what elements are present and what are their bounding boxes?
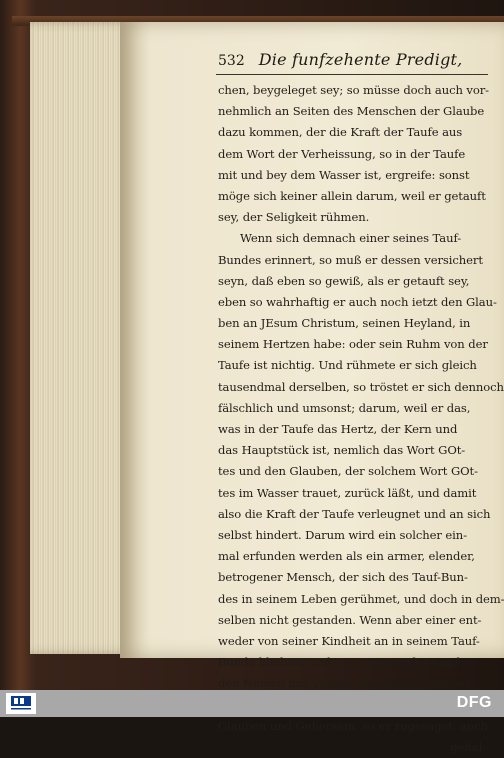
text-line: also die Kraft der Taufe verleugnet und an sich: [218, 506, 491, 521]
slub-logo-icon[interactable]: [6, 693, 36, 714]
text-line: Wenn sich demnach einer seines Tauf-: [240, 231, 462, 246]
running-title: Die funfzehente Predigt,: [258, 50, 463, 69]
text-line: Bundes erinnert, so muß er dessen versichert: [218, 252, 483, 267]
viewer-footer-bar: [0, 690, 504, 717]
text-line: tes und den Glauben, der solchem Wort GOt-: [218, 464, 478, 479]
text-line: eben so wahrhaftig er auch noch ietzt den Glau-: [218, 294, 497, 309]
dfg-logo[interactable]: DFG: [456, 694, 492, 711]
page-header: [218, 50, 488, 72]
text-line: seyn, daß eben so gewiß, als er getauft sey,: [218, 273, 470, 288]
text-line: Taufe ist nichtig. Und rühmete er sich gleich: [218, 358, 477, 373]
text-line: mit und bey dem Wasser ist, ergreife: sonst: [218, 167, 470, 182]
text-line: sey, der Seligkeit rühmen.: [218, 210, 370, 225]
text-line: ben an JEsum Christum, seinen Heyland, in: [218, 316, 471, 331]
text-line: selbst hindert. Darum wird ein solcher ein-: [218, 527, 467, 542]
text-line: Glauben und Gehorsam, so er zugesaget, auch: [218, 718, 488, 733]
text-line: möge sich keiner allein darum, weil er getauft: [218, 188, 486, 203]
body-text: [218, 80, 504, 758]
text-line: Bunde blieben, und, wie er getauft ist auf: [218, 655, 459, 670]
text-line: tes im Wasser trauet, zurück läßt, und damit: [218, 485, 477, 500]
text-line: des in seinem Leben gerühmet, und doch in dem-: [218, 591, 504, 606]
text-line: selben nicht gestanden. Wenn aber einer ent-: [218, 612, 482, 627]
text-line: gehal-: [450, 739, 486, 754]
text-line: betrogener Mensch, der sich des Tauf-Bun-: [218, 570, 468, 585]
page-number: 532: [218, 53, 245, 69]
header-rule: [216, 74, 488, 75]
text-line: chen, beygeleget sey; so müsse doch auch vor-: [218, 83, 490, 97]
text-line: dem Wort der Verheissung, so in der Taufe: [218, 146, 466, 161]
text-line: dazu kommen, der die Kraft der Taufe aus: [218, 125, 463, 140]
text-line: den Namen des Vaters, des Sohnes und des: [218, 676, 471, 691]
text-line: tausendmal derselben, so tröstet er sich dennoch: [218, 379, 504, 394]
text-line: was in der Taufe das Hertz, der Kern und: [218, 422, 458, 436]
text-line: fälschlich und umsonst; darum, weil er das,: [218, 400, 471, 415]
text-line: mal erfunden werden als ein armer, elender,: [218, 549, 475, 564]
text-line: das Hauptstück ist, nemlich das Wort GOt-: [218, 443, 466, 458]
text-line: weder von seiner Kindheit an in seinem Tauf-: [218, 633, 480, 648]
text-line: nehmlich an Seiten des Menschen der Glaube: [218, 104, 485, 119]
text-line: seinem Hertzen habe: oder sein Ruhm von der: [218, 337, 488, 352]
